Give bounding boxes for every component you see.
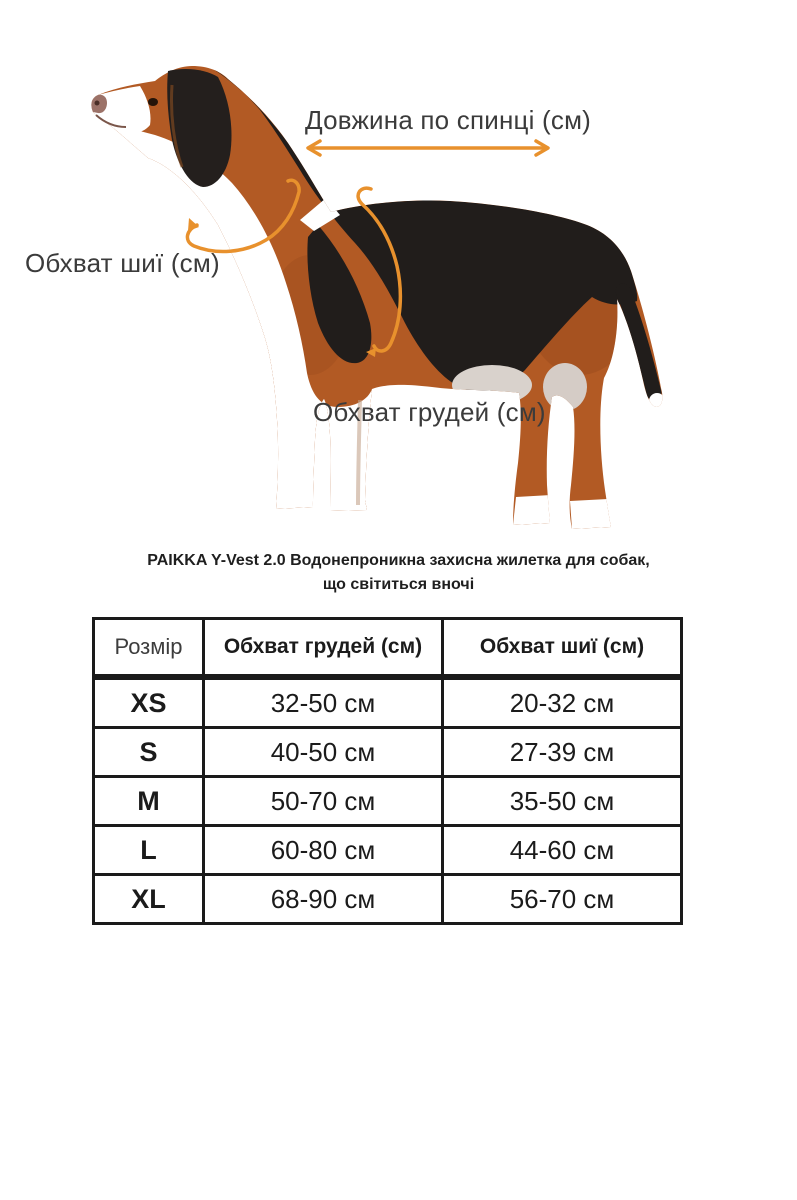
dog-rear-foot-white-far [570,499,611,529]
row-xl-chest: 68-90 см [204,875,443,924]
header-neck: Обхват шиї (см) [443,619,682,678]
row-xl-neck: 56-70 см [443,875,682,924]
header-chest: Обхват грудей (см) [204,619,443,678]
dog-rear-foot-white-near [513,495,551,525]
row-xl-size: XL [94,875,204,924]
dog-tail-tip-white [649,393,665,409]
row-s-size: S [94,728,204,777]
back-length-arrow [308,141,548,155]
table-row [94,728,682,777]
product-title [0,549,797,597]
product-title-line1: PAIKKA Y-Vest 2.0 Водонепроникна захисна жилетка для собак, [147,552,650,569]
row-m-chest: 50-70 см [204,777,443,826]
dog-nostril [95,101,100,106]
row-xs-size: XS [94,677,204,728]
row-l-neck: 44-60 см [443,826,682,875]
row-m-neck: 35-50 см [443,777,682,826]
size-table [92,617,683,925]
table-row [94,777,682,826]
row-l-size: L [94,826,204,875]
row-s-chest: 40-50 см [204,728,443,777]
table-row [94,677,682,728]
row-xs-chest: 32-50 см [204,677,443,728]
back-length-label: Довжина по спинці (см) [304,105,592,135]
table-row [94,875,682,924]
size-table-header-row [94,619,682,678]
row-l-chest: 60-80 см [204,826,443,875]
table-row [94,826,682,875]
neck-girth-label: Обхват шиї (см) [25,248,220,278]
dog-eye [148,98,158,106]
product-title-line2: що світиться вночі [322,576,475,593]
row-xs-neck: 20-32 см [443,677,682,728]
row-s-neck: 27-39 см [443,728,682,777]
header-size: Розмір [94,619,204,678]
dog-groin-light-patch [543,363,587,411]
row-m-size: M [94,777,204,826]
chest-girth-label: Обхват грудей (см) [313,397,546,427]
